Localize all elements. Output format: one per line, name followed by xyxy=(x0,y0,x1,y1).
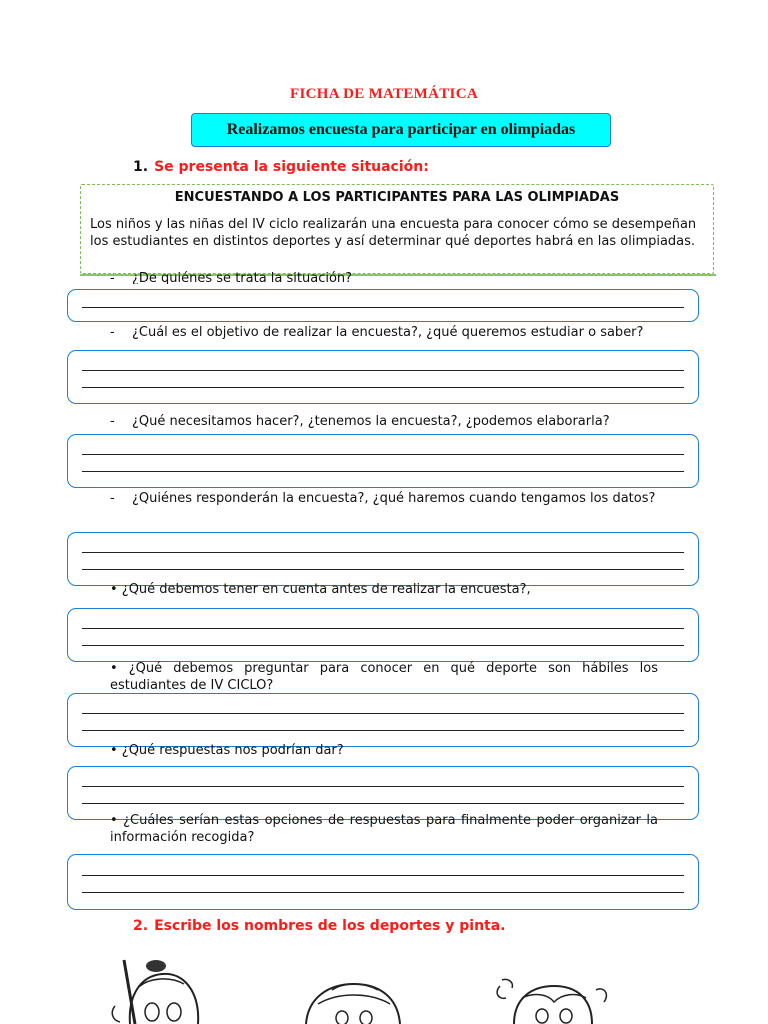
answer-line xyxy=(82,471,684,472)
section-1-number: 1. xyxy=(133,159,149,175)
answer-line xyxy=(82,370,684,371)
girl-with-pigtails-illustration xyxy=(492,976,612,1024)
answer-box-2[interactable] xyxy=(67,350,699,404)
question-1-text: ¿De quiénes se trata la situación? xyxy=(132,271,353,284)
child-with-cap-illustration xyxy=(298,978,408,1024)
answer-line xyxy=(82,875,684,876)
answer-box-5[interactable] xyxy=(67,608,699,662)
answer-line xyxy=(82,552,684,553)
answer-box-3[interactable] xyxy=(67,434,699,488)
answer-line xyxy=(82,307,684,308)
answer-box-6[interactable] xyxy=(67,693,699,747)
question-6 xyxy=(110,660,658,694)
scenario-title: ENCUESTANDO A LOS PARTICIPANTES PARA LAS OLIMPIADAS xyxy=(174,190,620,205)
answer-line xyxy=(82,786,684,787)
answer-line xyxy=(82,628,684,629)
question-2 xyxy=(110,324,658,351)
question-1 xyxy=(110,270,658,284)
question-2-dash: - xyxy=(110,325,115,340)
section-2-heading xyxy=(133,918,506,934)
question-4 xyxy=(110,490,658,526)
answer-line xyxy=(82,713,684,714)
page-title: FICHA DE MATEMÁTICA xyxy=(290,86,478,102)
answer-box-1[interactable] xyxy=(67,289,699,322)
subtitle-text: Realizamos encuesta para participar en olimpiadas xyxy=(226,121,576,138)
answer-line xyxy=(82,892,684,893)
question-2-text: ¿Cuál es el objetivo de realizar la encuesta?, ¿qué queremos estudiar o saber? xyxy=(132,325,644,340)
answer-line xyxy=(82,569,684,570)
answer-box-4[interactable] xyxy=(67,532,699,586)
question-7-text: • ¿Qué respuestas nos podrían dar? xyxy=(110,743,344,758)
question-3-dash: - xyxy=(110,414,115,429)
scenario-text: Los niños y las niñas del IV ciclo realizarán una encuesta para conocer cómo se desempeñan los estudiantes en distintos deportes y así determinar qué deportes habrá en las olimpiadas. xyxy=(90,217,697,249)
section-1-text: Se presenta la siguiente situación: xyxy=(154,159,429,175)
question-7 xyxy=(110,742,658,759)
subtitle-box xyxy=(191,113,611,147)
question-6-text: • ¿Qué debemos preguntar para conocer en qué deporte son hábiles los estudiantes de IV CICLO? xyxy=(110,661,658,693)
answer-line xyxy=(82,387,684,388)
question-4-text: ¿Quiénes responderán la encuesta?, ¿qué haremos cuando tengamos los datos? xyxy=(132,491,656,506)
answer-line xyxy=(82,454,684,455)
question-8 xyxy=(110,812,658,848)
answer-line xyxy=(82,803,684,804)
question-1-dash: - xyxy=(110,271,115,284)
question-3-text: ¿Qué necesitamos hacer?, ¿tenemos la encuesta?, ¿podemos elaborarla? xyxy=(132,414,610,429)
answer-line xyxy=(82,645,684,646)
question-8-text: • ¿Cuáles serían estas opciones de respuestas para finalmente poder organizar la información recogida? xyxy=(110,813,658,845)
answer-box-8[interactable] xyxy=(67,854,699,910)
question-5 xyxy=(110,581,658,598)
question-3 xyxy=(110,413,658,435)
question-5-text: • ¿Qué debemos tener en cuenta antes de realizar la encuesta?, xyxy=(110,582,531,597)
section-2-number: 2. xyxy=(133,918,149,934)
section-1-heading xyxy=(133,159,429,175)
question-4-dash: - xyxy=(110,491,115,506)
answer-line xyxy=(82,730,684,731)
section-2-text: Escribe los nombres de los deportes y pinta. xyxy=(154,918,506,934)
child-with-hockey-stick-illustration xyxy=(100,956,210,1024)
scenario-box xyxy=(80,184,714,274)
